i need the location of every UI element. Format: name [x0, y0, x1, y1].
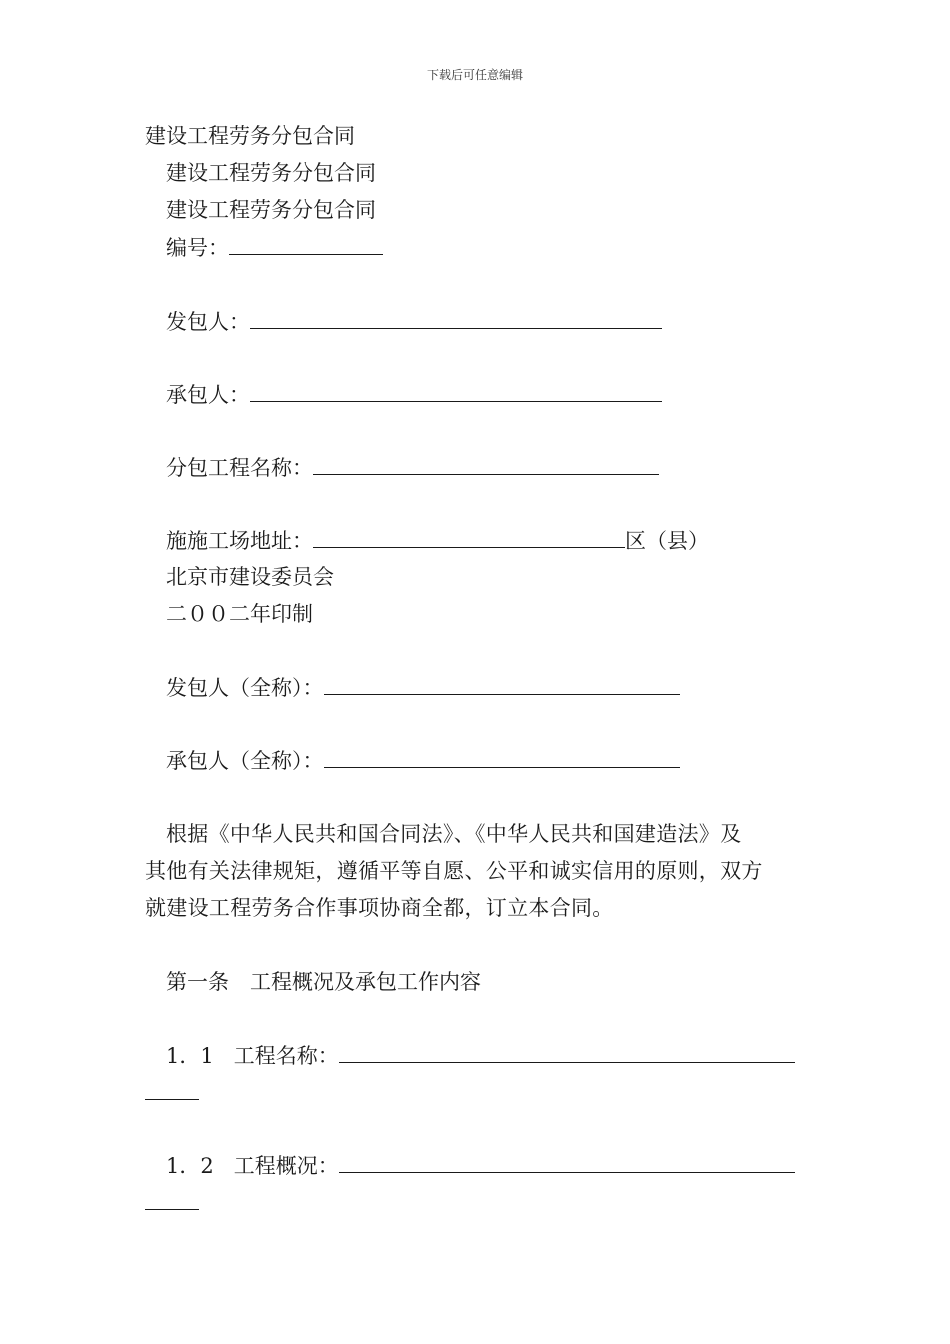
- project-name-line: [166, 452, 659, 483]
- site-address-blank: [313, 525, 625, 548]
- employer-line: [166, 306, 662, 337]
- site-address-label: 施施工场地址：: [166, 529, 313, 553]
- title-line-1: 建设工程劳务分包合同: [145, 124, 355, 148]
- employer-label: 发包人：: [166, 310, 250, 334]
- site-address-line: [166, 525, 709, 556]
- project-name-blank: [313, 452, 659, 475]
- item-1-1-blank: [339, 1040, 795, 1063]
- item-1-1-line: [166, 1040, 795, 1071]
- item-1-2-line: [166, 1150, 795, 1181]
- item-1-1-label: 工程名称：: [233, 1044, 339, 1068]
- employer-full-blank: [324, 672, 680, 695]
- site-district-suffix: 区（县）: [625, 529, 709, 553]
- contractor-blank: [250, 379, 662, 402]
- item-1-1-continuation: [145, 1077, 199, 1108]
- item-1-2-continuation: [145, 1187, 199, 1218]
- title-line-2: 建设工程劳务分包合同: [166, 161, 376, 185]
- serial-number-label: 编号：: [166, 236, 229, 260]
- issuer: 北京市建设委员会: [166, 565, 334, 589]
- item-1-1-number: 1．1: [166, 1044, 214, 1068]
- employer-full-label: 发包人（全称）：: [166, 676, 324, 700]
- contractor-full-line: [166, 745, 680, 776]
- contractor-label: 承包人：: [166, 383, 250, 407]
- contractor-full-label: 承包人（全称）：: [166, 749, 324, 773]
- serial-number-blank: [229, 232, 383, 255]
- item-1-2-blank: [339, 1150, 795, 1173]
- print-year: 二００二年印制: [166, 602, 313, 626]
- contractor-full-blank: [324, 745, 680, 768]
- serial-number-line: [166, 232, 383, 263]
- employer-full-line: [166, 672, 680, 703]
- item-1-2-blank-continued: [145, 1187, 199, 1210]
- item-1-1-blank-continued: [145, 1077, 199, 1100]
- employer-blank: [250, 306, 662, 329]
- item-1-2-number: 1．2: [166, 1154, 214, 1178]
- title-line-3: 建设工程劳务分包合同: [166, 198, 376, 222]
- article-1-heading: 第一条 工程概况及承包工作内容: [166, 970, 481, 994]
- preamble-line-1: 根据《中华人民共和国合同法》、《中华人民共和国建造法》及: [166, 822, 742, 846]
- preamble-line-3: 就建设工程劳务合作事项协商全都，订立本合同。: [145, 896, 614, 920]
- project-name-label: 分包工程名称：: [166, 456, 313, 480]
- contractor-line: [166, 379, 662, 410]
- page-header: 下载后可任意编辑: [426, 68, 523, 82]
- item-1-2-label: 工程概况：: [233, 1154, 339, 1178]
- preamble-line-2: 其他有关法律规矩，遵循平等自愿、公平和诚实信用的原则，双方: [145, 859, 763, 883]
